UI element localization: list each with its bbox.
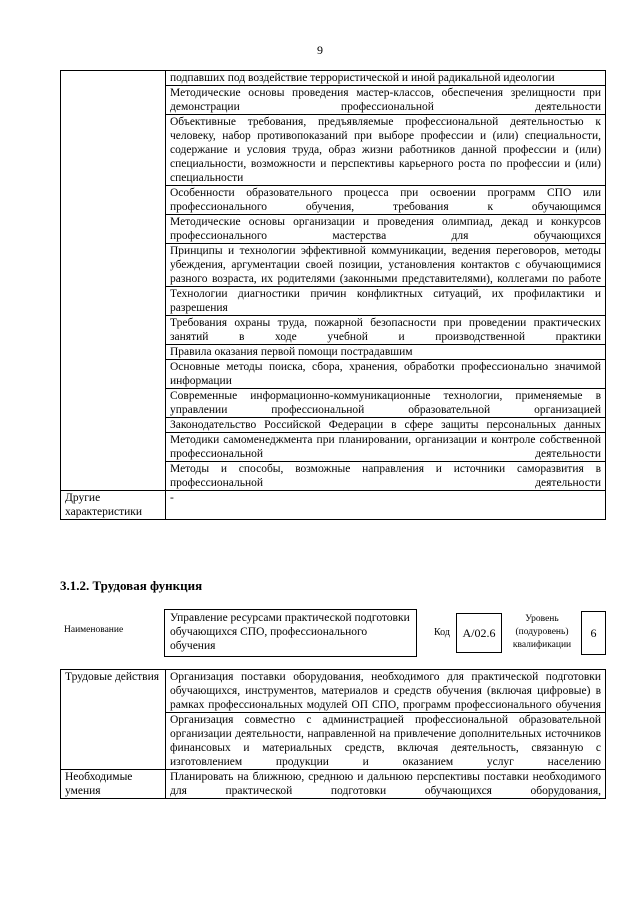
level-label: Уровень (подуровень) квалификации bbox=[512, 614, 572, 650]
table-row: Методические основы проведения мастер-классов, обеспечения зрелищности при демонстрации профессиональной деятельности bbox=[166, 86, 606, 115]
table-row: Законодательство Российской Федерации в сфере защиты персональных данных bbox=[166, 418, 606, 433]
other-characteristics-value: - bbox=[166, 491, 606, 520]
table-row: Требования охраны труда, пожарной безопасности при проведении практических занятий в ходе учебной и производственной практики bbox=[166, 316, 606, 345]
knowledge-label-cell bbox=[61, 71, 166, 491]
table-row: Организация поставки оборудования, необходимого для практической подготовки обучающихся, инструментов, материалов и средств обучения (включая цифровые) в рамках профессиональных модулей ОП СПО, программ профессионального обучения bbox=[166, 670, 606, 713]
table-row: Основные методы поиска, сбора, хранения, обработки профессионально значимой информации bbox=[166, 360, 606, 389]
table-row: Объективные требования, предъявляемые профессиональной деятельностью к человеку, набор противопоказаний при выборе профессии и (или) специальности, содержание и условия труда, образ жизни работников данной профессии и (или) специальности, возможности и перспективы карьерного роста по профессии и (или) специальности bbox=[166, 115, 606, 186]
knowledge-table bbox=[60, 70, 606, 520]
section-heading: 3.1.2. Трудовая функция bbox=[60, 578, 203, 593]
table-row: Организация совместно с администрацией профессиональной образовательной организации деятельности, направленной на привлечение дополнительных источников финансовых и материальных средств, включая деятельность, связанную с изготовлением продукции и оказанием услуг населению bbox=[166, 713, 606, 770]
table-row: Планировать на ближнюю, среднюю и дальнюю перспективы поставки необходимого для практической подготовки обучающихся оборудования, bbox=[166, 770, 606, 799]
table-row: Методические основы организации и проведения олимпиад, декад и конкурсов профессионального мастерства для обучающихся bbox=[166, 215, 606, 244]
other-characteristics-label: Другие характеристики bbox=[61, 491, 166, 520]
function-name-value: Управление ресурсами практической подготовки обучающихся СПО, профессионального обучения bbox=[164, 609, 417, 657]
code-label: Код bbox=[434, 627, 450, 638]
table-row: Современные информационно-коммуникационные технологии, применяемые в управлении профессиональной образовательной организацией bbox=[166, 389, 606, 418]
table-row: Методики самоменеджмента при планировании, организации и контроле собственной профессиональной деятельности bbox=[166, 433, 606, 462]
level-value: 6 bbox=[581, 611, 606, 655]
table-row: Особенности образовательного процесса при освоении программ СПО или профессионального обучения, требования к обучающимся bbox=[166, 186, 606, 215]
page-number: 9 bbox=[317, 43, 323, 57]
function-name-label: Наименование bbox=[64, 625, 124, 635]
required-skills-label: Необходимые умения bbox=[61, 770, 166, 799]
table-row: Методы и способы, возможные направления и источники саморазвития в профессиональной деятельности bbox=[166, 462, 606, 491]
labor-function-table bbox=[60, 669, 606, 799]
table-row: Принципы и технологии эффективной коммуникации, ведения переговоров, методы убеждения, аргументации своей позиции, установления контактов с обучающимися разного возраста, их родителями (законными представителями), коллегами по работе bbox=[166, 244, 606, 287]
code-value: А/02.6 bbox=[456, 613, 502, 653]
table-row: Технологии диагностики причин конфликтных ситуаций, их профилактики и разрешения bbox=[166, 287, 606, 316]
table-row: Правила оказания первой помощи пострадавшим bbox=[166, 345, 606, 360]
labor-actions-label: Трудовые действия bbox=[61, 670, 166, 770]
table-row: подпавших под воздействие террористической и иной радикальной идеологии bbox=[166, 71, 606, 86]
